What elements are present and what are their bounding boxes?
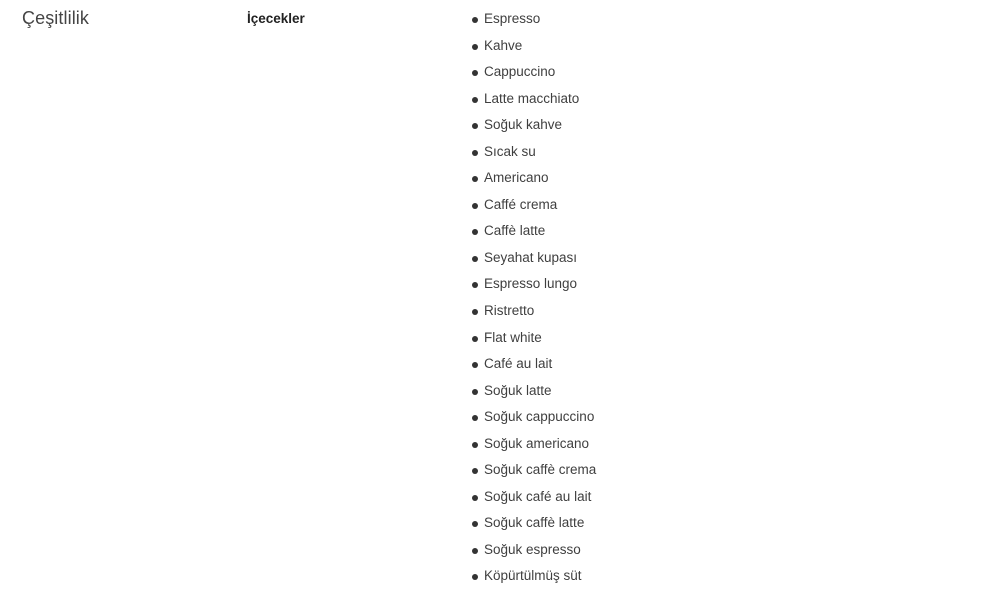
list-item-label: Caffè latte: [484, 223, 546, 239]
list-item-label: Espresso lungo: [484, 276, 578, 292]
list-item-label: Soğuk latte: [484, 382, 552, 398]
list-item: [470, 431, 596, 458]
list-item: [470, 6, 596, 33]
list-item: [470, 218, 596, 245]
bullet-icon: [472, 362, 478, 368]
list-item-label: Sıcak su: [484, 143, 536, 159]
bullet-icon: [472, 176, 478, 182]
bullet-icon: [472, 97, 478, 103]
bullet-icon: [472, 389, 478, 395]
list-item: [470, 457, 596, 484]
list-item: [470, 298, 596, 325]
bullet-icon: [472, 548, 478, 554]
list-item: [470, 112, 596, 139]
list-item: [470, 59, 596, 86]
bullet-icon: [472, 495, 478, 501]
bullet-icon: [472, 17, 478, 23]
section-title: Çeşitlilik: [22, 8, 90, 28]
bullet-icon: [472, 70, 478, 76]
list-item: [470, 537, 596, 564]
bullet-icon: [472, 44, 478, 50]
bullet-icon: [472, 123, 478, 129]
list-item-label: Köpürtülmüş süt: [484, 568, 582, 584]
list-item-label: Soğuk caffè latte: [484, 515, 585, 531]
list-item: [470, 139, 596, 166]
beverage-list: [470, 6, 596, 590]
group-title-beverages: İçecekler: [247, 11, 305, 26]
list-item-label: Soğuk americano: [484, 435, 590, 451]
list-item-label: Caffé crema: [484, 196, 558, 212]
list-item-label: Ristretto: [484, 303, 535, 319]
bullet-icon: [472, 468, 478, 474]
list-item-label: Soğuk cappuccino: [484, 409, 595, 425]
bullet-icon: [472, 229, 478, 235]
list-item: [470, 192, 596, 219]
list-item: [470, 351, 596, 378]
list-item-label: Kahve: [484, 37, 523, 53]
list-item-label: Soğuk caffè crema: [484, 462, 597, 478]
list-item: [470, 165, 596, 192]
list-item-label: Flat white: [484, 329, 542, 345]
list-item: [470, 404, 596, 431]
list-item: [470, 563, 596, 590]
list-item: [470, 325, 596, 352]
list-item-label: Café au lait: [484, 356, 553, 372]
bullet-icon: [472, 574, 478, 580]
list-item-label: Americano: [484, 170, 549, 186]
bullet-icon: [472, 309, 478, 315]
bullet-icon: [472, 256, 478, 262]
bullet-icon: [472, 336, 478, 342]
list-item: [470, 378, 596, 405]
list-item-label: Cappuccino: [484, 64, 556, 80]
list-item: [470, 245, 596, 272]
list-item-label: Latte macchiato: [484, 90, 580, 106]
list-item-label: Seyahat kupası: [484, 249, 578, 265]
list-item: [470, 86, 596, 113]
bullet-icon: [472, 442, 478, 448]
list-item: [470, 271, 596, 298]
list-item: [470, 33, 596, 60]
list-item: [470, 484, 596, 511]
bullet-icon: [472, 282, 478, 288]
list-item: [470, 510, 596, 537]
list-item-label: Espresso: [484, 11, 541, 26]
list-item-label: Soğuk café au lait: [484, 488, 592, 504]
list-item-label: Soğuk kahve: [484, 117, 563, 133]
list-item-label: Soğuk espresso: [484, 541, 581, 557]
bullet-icon: [472, 521, 478, 527]
bullet-icon: [472, 203, 478, 209]
bullet-icon: [472, 150, 478, 156]
bullet-icon: [472, 415, 478, 421]
